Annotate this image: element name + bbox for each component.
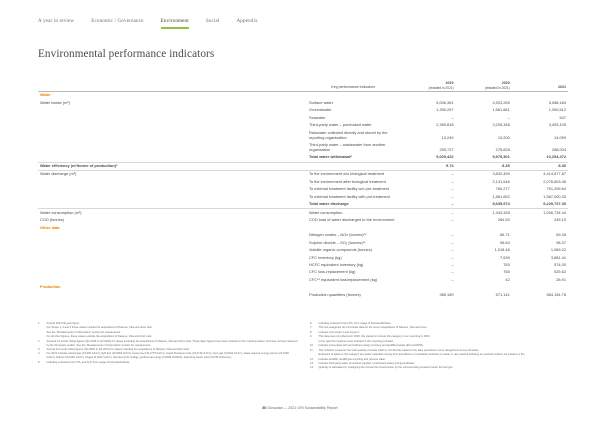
- footnote: [38, 340, 298, 348]
- cell-2020: 1,018.46: [494, 247, 510, 253]
- footnote-number: 7.: [310, 326, 313, 330]
- row-sub-label: Surface water: [309, 99, 334, 105]
- footnote: [310, 353, 570, 357]
- footnote-number: 13.: [310, 361, 314, 365]
- cell-2019: –: [451, 276, 454, 282]
- footnote-text: For 2021 includes natural gas (3,6136 GJ/m³), light fuel (19,5904 GJ/m³), heavy fuel (40,1779 GJ/m³), Liquid Petroleum Gas (24,4715 GJ/m³), town gas (0,0234 GJ/m³), waste used as energy source (22,9100 GJ/m³), biofuel (13,1060 GJ/m³), biogas (0,0242 GJ/m³), biomass (0,61 GJ/kg), geothermal energy (0,0036 GJ/kWh), deducting steam sold (3,0735 GJ/tonne).: [46, 352, 289, 360]
- cell-2020: 7,639: [500, 254, 510, 260]
- row-label: [38, 232, 307, 239]
- table-cell-empty: [307, 224, 399, 231]
- cell-2020: –: [507, 114, 510, 120]
- table-cell-empty: [456, 92, 512, 100]
- row-sub-label: Total water withdrawal*: [307, 154, 399, 162]
- row-sub-label: COD load of water discharged to the environment: [309, 217, 395, 223]
- cell-2021: 3,881.41: [550, 254, 566, 260]
- footnote-text: Includes landfills, landfill gas recycling and process water.: [318, 357, 386, 361]
- table-row: [38, 269, 568, 276]
- cell-2019: 9,029,422: [399, 154, 455, 162]
- footnote: [38, 352, 298, 360]
- cell-2019: –: [451, 193, 454, 199]
- footnote-number: 6.: [310, 322, 313, 325]
- cell-2020: 9,979,301: [456, 154, 512, 162]
- footnote-number: 10.: [310, 344, 314, 348]
- row-label: [38, 269, 307, 276]
- footnote-text: In the past this treatment was included in the recycling provided.: [318, 339, 394, 343]
- row-label: [38, 114, 307, 121]
- cell-2020: 760,277: [495, 186, 510, 192]
- table-cell-empty: [399, 224, 455, 231]
- footnote: [38, 361, 298, 365]
- cell-2019: –: [451, 247, 454, 253]
- cell-2019: –: [451, 261, 454, 267]
- footnote-text: Including emissions from CH₄ and N₂O from usage of biomass/biofuels.: [46, 360, 131, 364]
- footnote-text: This two categories do not include data for the recent acquisitions of Natures, Vika and drom.: [318, 326, 428, 330]
- footnote-text: This indicator measures the total quantity of waste which is not directly related to the daily operations, but is categorised as one-off waste.: [318, 348, 480, 352]
- footnote-text: Around 12-month rolling figures (Q4 2020 to Q3 2021) for values including the acquisitions of Natures, Vika and drom stok.: [46, 348, 190, 352]
- row-sub-label: Rainwater collected directly and stored by the reporting organisation: [309, 129, 388, 140]
- cell-2021: 268,004: [551, 146, 566, 152]
- page-number: 80: [262, 406, 267, 410]
- cell-2019: 2,359,818: [436, 122, 454, 128]
- row-label: [38, 186, 307, 193]
- cell-2019: –: [399, 201, 455, 209]
- footnote-number: 5.: [38, 360, 41, 364]
- cell-2020: 42: [505, 276, 510, 282]
- cell-2019: –: [451, 254, 454, 260]
- table-row: [38, 129, 568, 141]
- footnote-number: 4.: [38, 352, 41, 356]
- footnote-text: Including emissions from CO₂ from usage of biomass/biofuels.: [318, 322, 392, 325]
- cell-2020: 2,131,546: [492, 178, 510, 184]
- cell-2020: 275,828: [495, 146, 510, 152]
- footnote-number: 2.: [38, 339, 41, 343]
- cell-2019: 385,189: [439, 291, 454, 297]
- row-label: [38, 142, 307, 154]
- cell-2019: 1,390,267: [436, 107, 454, 113]
- footer-text: Givaudan — 2021 GRI Sustainability Report: [267, 406, 338, 410]
- cell-2020: 1,561,661: [492, 107, 510, 113]
- footnote-number: 14.: [310, 366, 314, 370]
- table-cell-empty: [512, 224, 568, 231]
- table-row: [38, 292, 568, 299]
- cell-2021: 8.36: [512, 162, 568, 170]
- row-sub-label: To external treatment facility w/o pre-treatment: [309, 186, 390, 192]
- table-section-row: [38, 92, 568, 100]
- footnote-text: For Scope 1, 2 and 3 these values include the acquisitions of Natures, Vika and drom stok.: [46, 326, 153, 330]
- table-row: [38, 232, 568, 239]
- table-section-row: [38, 284, 568, 291]
- footnote-text: Quantity is calculated by multiplying the annual fuel consumption by the corresponding emission factor for fuel type.: [318, 366, 454, 370]
- row-label: Water efficiency (m³/tonne of production)*: [38, 162, 307, 170]
- table-row: [38, 254, 568, 261]
- cell-2019: –: [451, 178, 454, 184]
- row-label: [38, 122, 307, 129]
- footnotes: [38, 322, 570, 371]
- cell-2020: 284.50: [497, 217, 510, 223]
- row-label: [38, 129, 307, 141]
- nav-item-social[interactable]: Social: [205, 18, 220, 24]
- cell-2020: 8,635,974: [456, 201, 512, 209]
- footnote-text: For all other figures, these values exclude the acquisitions of Natures, Vika and drom stok.: [46, 335, 152, 339]
- cell-2021: 14,099: [554, 134, 566, 140]
- cell-2021: 4,414,877.87: [543, 171, 566, 177]
- row-label: [38, 179, 307, 186]
- footnotes-right-column: [310, 322, 570, 371]
- cell-2021: 2,076,603.46: [543, 178, 566, 184]
- header-2019: 2019 (restated in 2021): [399, 80, 455, 92]
- row-sub-label: HCFC equivalent inventory (kg): [309, 261, 364, 267]
- cell-2019: –: [451, 186, 454, 192]
- cell-2021: 1,390,612: [548, 107, 566, 113]
- cell-2021: 1,587,000.33: [543, 193, 566, 199]
- header-key-indicators-label: Key performance indicators: [307, 80, 399, 92]
- row-sub-label: To external treatment facility with pre-treatment: [309, 193, 390, 199]
- page-title: Environmental performance indicators: [38, 48, 215, 60]
- table-row: [38, 186, 568, 193]
- environmental-indicators-table: [38, 80, 568, 299]
- cell-2021: 584,154.78: [546, 291, 566, 297]
- footnote-text: Includes third-party water (municipal supplies / purchased water) and groundwater.: [318, 361, 416, 365]
- row-label: [38, 193, 307, 200]
- row-sub-label: To the environment w/o biological treatment: [309, 171, 385, 177]
- table-section-label: Water: [40, 92, 51, 98]
- table-cell-empty: [307, 284, 399, 291]
- table-cell-empty: [399, 284, 455, 291]
- footnote-text: This data was not collected in 2019. We started to include this category in our reporting in 2020.: [318, 335, 431, 339]
- footnote: [310, 349, 570, 353]
- table-header-row: [38, 80, 568, 92]
- row-sub-label: CFC** equivalent loss/replacement (kg): [309, 276, 378, 282]
- cell-2020: 1,343,328: [492, 209, 510, 215]
- footnote: [310, 326, 570, 330]
- nav-item-environment[interactable]: Environment: [161, 18, 189, 29]
- row-label: [38, 154, 307, 162]
- cell-2021: 547: [559, 114, 566, 120]
- table-row: [38, 193, 568, 200]
- cell-2019: –: [451, 269, 454, 275]
- row-sub-label: Volatile organic compounds (tonnes): [309, 247, 372, 253]
- table-row: [38, 107, 568, 114]
- footnote: [310, 344, 570, 348]
- table-row: [38, 154, 568, 162]
- row-sub-label: Third-party water – purchased water: [309, 122, 372, 128]
- table-row: [38, 122, 568, 129]
- row-label: [38, 262, 307, 269]
- table-cell-empty: [456, 224, 512, 231]
- nav-item-economic-governance[interactable]: Economic / Governance: [91, 18, 144, 24]
- footnote-number: 12.: [310, 357, 314, 361]
- table-section-label: Production: [40, 284, 61, 290]
- table-row: [38, 142, 568, 154]
- cell-2019: –: [451, 217, 454, 223]
- cell-2021: 525.62: [554, 269, 566, 275]
- footnote-number: 1.: [38, 322, 41, 325]
- cell-2020: 3,832,499: [492, 171, 510, 177]
- cell-2020: 571,141: [495, 291, 510, 297]
- cell-2020: 1,881,652: [492, 193, 510, 199]
- nav-item-appendix[interactable]: Appendix: [236, 18, 258, 24]
- cell-2020: 13,200: [497, 134, 510, 140]
- footnote: [310, 335, 570, 339]
- footnote-text: See the "Restatements of information" section for restatements.: [46, 330, 121, 334]
- footnote-text: Includes only scope 1 and scope 2.: [318, 330, 360, 334]
- cell-2021: 98.37: [556, 239, 566, 245]
- table-row: [38, 239, 568, 246]
- cell-2021: 3,493,105: [548, 122, 566, 128]
- cell-2020: 765: [503, 269, 510, 275]
- table-section-row: [38, 224, 568, 231]
- page-footer: [0, 406, 600, 410]
- row-sub-label: CFC loss-replacement (kg): [309, 269, 356, 275]
- table-cell-empty: [512, 92, 568, 100]
- cell-2020: 8.35: [456, 162, 512, 170]
- row-sub-label: Production quantities (tonnes): [309, 291, 361, 297]
- row-label: [38, 201, 307, 209]
- table-row: [38, 201, 568, 209]
- cell-2019: –: [451, 239, 454, 245]
- cell-2019: –: [451, 114, 454, 120]
- row-sub-label: Third-party water – wastewater from another organisation: [309, 142, 386, 152]
- row-label: [38, 254, 307, 261]
- cell-2021: 751,255.64: [546, 186, 566, 192]
- row-sub-label: [307, 162, 399, 170]
- table-cell-empty: [307, 92, 399, 100]
- cell-2021: 574.00: [554, 261, 566, 267]
- cell-2021: 69.28: [556, 232, 566, 238]
- row-sub-label: CFC inventory (kg): [309, 254, 342, 260]
- row-label: Water discharge (m³): [40, 171, 77, 177]
- cell-2021: 9,229,737.30: [512, 201, 568, 209]
- header-2020: 2020 (restated in 2021): [456, 80, 512, 92]
- row-label: [38, 247, 307, 254]
- row-sub-label: Seawater: [309, 114, 326, 120]
- table-row: [38, 162, 568, 170]
- cell-2019: 5,006,361: [436, 99, 454, 105]
- row-label: Water consumption (m³): [40, 209, 82, 215]
- table-row: [38, 247, 568, 254]
- cell-2021: 28.91: [556, 276, 566, 282]
- footnote: [310, 366, 570, 370]
- table-cell-empty: [512, 284, 568, 291]
- footnote-number: 11.: [310, 348, 314, 352]
- footnote-number: [38, 331, 44, 335]
- cell-2020: 66.71: [500, 232, 510, 238]
- footnote-number: 9.: [310, 335, 313, 339]
- row-sub-label: To the environment after biological treatment: [309, 178, 386, 184]
- row-label: [38, 292, 307, 299]
- nav-item-year-in-review[interactable]: A year in review: [38, 18, 75, 24]
- row-label: [38, 239, 307, 246]
- footnote-number: [310, 353, 316, 357]
- header-key-indicators: [38, 80, 307, 92]
- cell-2019: 9.74: [399, 162, 455, 170]
- footnote-text: Around 2014 full-year figure.: [46, 322, 80, 325]
- row-label: COD (tonnes): [40, 217, 64, 223]
- table-cell-empty: [456, 284, 512, 291]
- footnote-text: Assured 12-month rolling figures (Q4 2019 to Q3 2020) for values excluding the acquisitions of Natures, Vika and drom stok. These latter figures have been included in the reported values, but have not been assured by the third-party auditor. See the "Restatements of information" section for restatements.: [46, 339, 298, 347]
- cell-2021: 245.19: [554, 217, 566, 223]
- footnote-text: Examples of waste in this category are waste materials coming from demolition or remediation activities or waste or raw material following an unusual incident, for instance a fire.: [318, 353, 526, 357]
- footnotes-left-column: [38, 322, 298, 371]
- row-sub-label: Groundwater: [309, 107, 332, 113]
- table-row: [38, 114, 568, 121]
- footnote-number: 3.: [38, 348, 41, 352]
- row-sub-label: Nitrogen oxides – NOx (tonnes)**: [309, 232, 367, 238]
- footnote-number: [38, 335, 44, 339]
- table-body: [38, 92, 568, 299]
- cell-2021: 10,254,472: [512, 154, 568, 162]
- cell-2021: 1,006,734.44: [543, 209, 566, 215]
- row-sub-label: Sulphur dioxide – SO₂ (tonnes)**: [309, 239, 366, 245]
- section-nav[interactable]: [38, 18, 572, 40]
- table-row: [38, 179, 568, 186]
- cell-2019: 13,249: [441, 134, 454, 140]
- cell-2021: 5,088,184: [548, 99, 566, 105]
- table-row: [38, 100, 568, 107]
- cell-2020: 783: [503, 261, 510, 267]
- cell-2019: –: [451, 209, 454, 215]
- footnote: [310, 358, 570, 362]
- table-row: [38, 262, 568, 269]
- table-cell-empty: [399, 92, 455, 100]
- table-row: [38, 277, 568, 284]
- row-sub-label: Water consumption: [309, 209, 343, 215]
- row-label: [38, 277, 307, 284]
- row-sub-label: Total water discharge: [307, 201, 399, 209]
- cell-2021: 1,069.22: [550, 247, 566, 253]
- header-2021: 2021: [512, 80, 568, 92]
- cell-2019: –: [451, 232, 454, 238]
- table-row: [38, 171, 568, 179]
- footnote: [38, 326, 298, 330]
- cell-2019: –: [451, 171, 454, 177]
- cell-2020: 3,205,348: [492, 122, 510, 128]
- table-section-label: Other data: [40, 224, 60, 230]
- cell-2019: 259,727: [439, 146, 454, 152]
- table-row: [38, 217, 568, 224]
- row-label: [38, 107, 307, 114]
- footnote-text: Includes incinerated with and without energy recovery and landfilled waste (EC and RHD).: [318, 344, 424, 348]
- cell-2020: 96.84: [500, 239, 510, 245]
- row-label: Water intake (m³): [40, 99, 70, 105]
- footnote: [38, 335, 298, 339]
- footnote-number: 8.: [310, 330, 313, 334]
- table-row: [38, 209, 568, 217]
- cell-2020: 4,923,265: [492, 99, 510, 105]
- footnote-number: [38, 326, 44, 330]
